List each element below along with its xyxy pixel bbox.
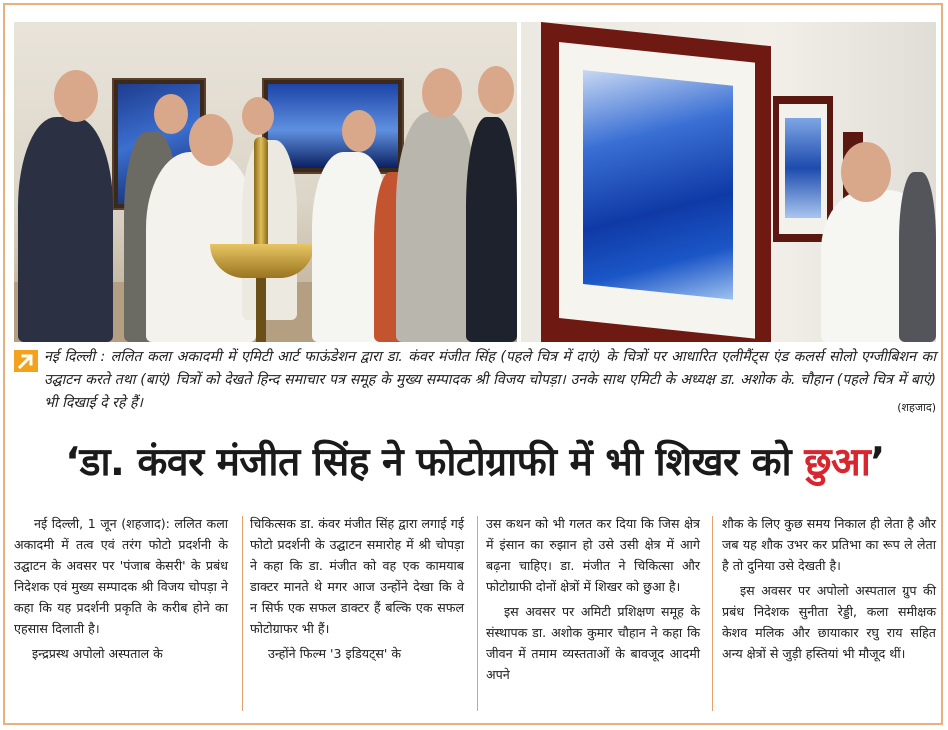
article-paragraph: नई दिल्ली, 1 जून (शहजाद): ललित कला अकादमी में तत्व एवं तरंग फोटो प्रदर्शनी के उद्घाटन के अवसर पर 'पंजाब केसरी' के प्रबंध निदेशक एवं मुख्य सम्पादक श्री विजय चोपड़ा ने कहा कि यह प्रदर्शनी प्रकृति के करीब होने का एहसास दिलाती है।: [14, 516, 228, 636]
headline-close-quote: ’: [870, 440, 885, 485]
article-column-1: [14, 513, 228, 713]
article-paragraph: शौक के लिए कुछ समय निकाल ही लेता है और जब यह शौक उभर कर प्रतिभा का रूप ले लेता है तो दुनिया उसे देखती है।: [722, 516, 936, 573]
article-paragraph: इस अवसर पर अपोलो अस्पताल ग्रुप की प्रबंध निदेशक सुनीता रेड्डी, कला समीक्षक केशव मलिक और छायाकार रघु राय सहित अन्य क्षेत्रों से जुड़ी हस्तियां भी मौजूद थीं।: [722, 583, 936, 661]
caption-text: नई दिल्ली : ललित कला अकादमी में एमिटी आर्ट फाऊंडेशन द्वारा डा. कंवर मंजीत सिंह (पहले चित्र में दाएं) के चित्रों पर आधारित एलीमैंट्स एंड कलर्स सोलो एग्जीबिशन का उद्घाटन करते तथा (बाएं) चित्रों को देखते हिन्द समाचार पत्र समूह के मुख्य सम्पादक श्री विजय चोपड़ा। उनके साथ एमिटी के अध्यक्ष डा. अशोक के. चौहान (पहले चित्र में बाएं) भी दिखाई दे रहे हैं।: [44, 349, 936, 411]
article-column-3: [486, 513, 700, 713]
arrow-up-right-icon: [14, 350, 38, 372]
caption-credit: (शहजाद): [897, 401, 936, 414]
article-column-2: [250, 513, 464, 713]
headline-open-quote: ‘: [65, 440, 80, 485]
article-column-4: [722, 513, 936, 713]
article-body: [14, 513, 936, 713]
article-paragraph: इस अवसर पर अमिटी प्रशिक्षण समूह के संस्थापक डा. अशोक कुमार चौहान ने कहा कि जीवन में तमाम व्यस्तताओं के बावजूद आदमी अपने: [486, 604, 700, 682]
article-paragraph: उन्होंने फिल्म '3 इडियट्स' के: [268, 646, 401, 661]
photo-lamp-lighting: [14, 22, 517, 342]
headline: [14, 432, 936, 494]
headline-main: डा. कंवर मंजीत सिंह ने फोटोग्राफी में भी शिखर को: [79, 440, 805, 485]
article-paragraph: इन्द्रप्रस्थ अपोलो अस्पताल के: [32, 646, 163, 661]
headline-accent: छुआ: [804, 440, 871, 485]
photo-caption: [14, 346, 936, 416]
article-paragraph: चिकित्सक डा. कंवर मंजीत सिंह द्वारा लगाई गई फोटो प्रदर्शनी के उद्घाटन समारोह में श्री चोपड़ा ने कहा कि डा. मंजीत को वह एक कामयाब डाक्टर मानते थे मगर आज उन्होंने देखा कि वे न सिर्फ एक सफल डाक्टर हैं बल्कि एक सफल फोटोग्राफर भी हैं।: [250, 516, 464, 636]
photo-exhibition-viewing: [521, 22, 936, 342]
article-paragraph: उस कथन को भी गलत कर दिया कि जिस क्षेत्र में इंसान का रुझान हो उसे उसी क्षेत्र में आगे बढ़ना चाहिए। डा. मंजीत ने चिकित्सा और फोटोग्राफी दोनों क्षेत्रों में शिखर को छुआ है।: [486, 516, 700, 594]
arrow-up-right-icon-svg: [14, 350, 38, 372]
caption-text-block: [44, 346, 936, 419]
